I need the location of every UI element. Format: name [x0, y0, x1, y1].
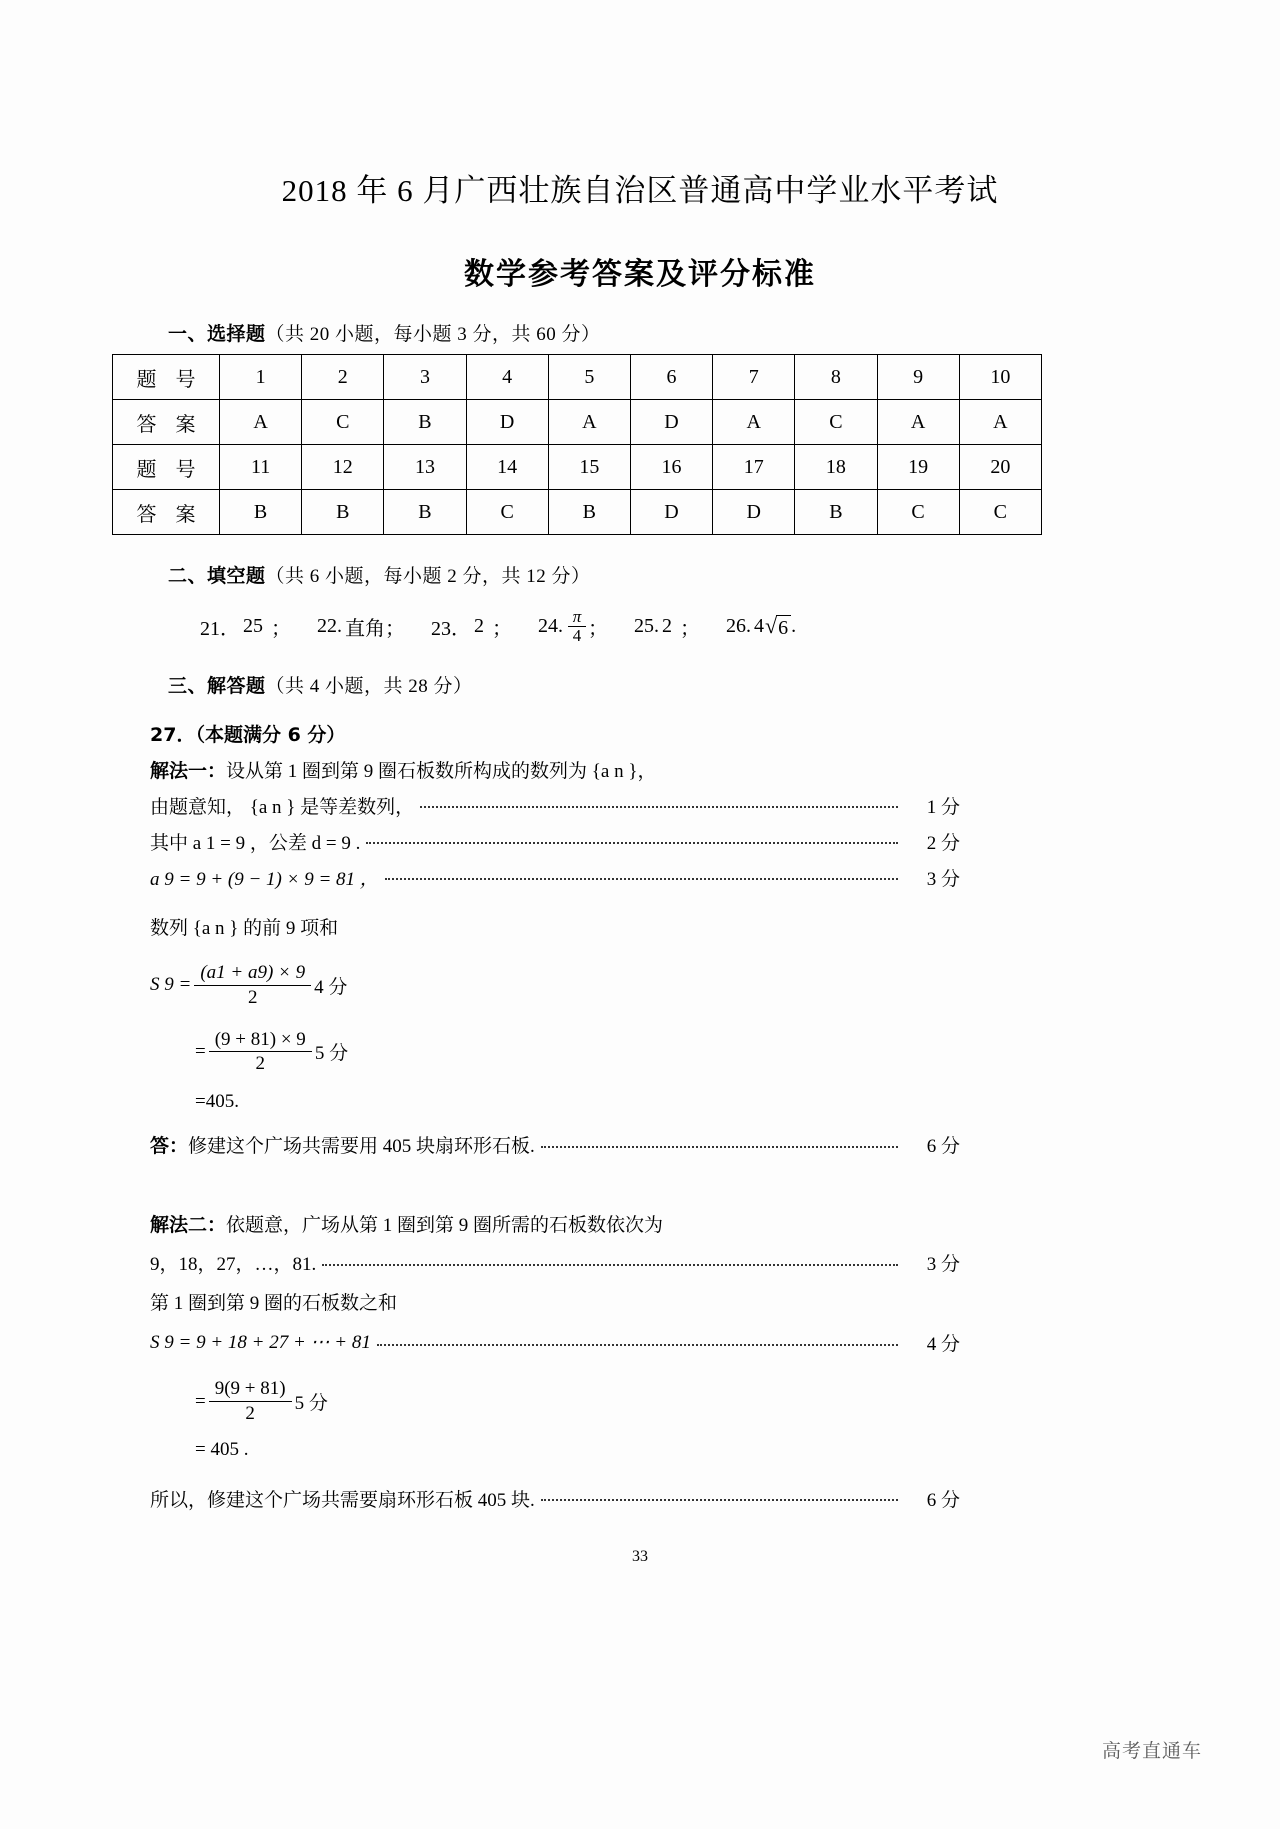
table-cell: 5 [548, 355, 630, 400]
method1-line-1-text: 由题意知， {a n } 是等差数列， [150, 796, 415, 818]
question-number: 27． [150, 723, 196, 746]
method1-formula-2 [150, 1029, 960, 1076]
table-cell: D [630, 490, 712, 535]
score-mark: 6 分 [926, 1136, 960, 1158]
fraction-numerator: (9 + 81) × 9 [214, 1028, 306, 1050]
blank-answer-24 [538, 608, 608, 645]
table-cell: D [630, 400, 712, 445]
table-cell: 9 [877, 355, 959, 400]
method2-formula-3: = 405 . [195, 1438, 249, 1460]
conclusion-text: 所以，修建这个广场共需要扇环形石板 405 块. [150, 1489, 535, 1511]
section-3-detail: （共 4 小题，共 28 分） [265, 675, 473, 697]
method1-formula-3: =405. [195, 1091, 239, 1113]
table-cell: B [795, 490, 877, 535]
multiple-choice-answer-table [112, 354, 1042, 535]
method1-formula-1 [150, 962, 960, 1009]
method2-line-1-text: 9，18，27，…，81. [150, 1254, 317, 1276]
method1-line-1 [150, 792, 960, 819]
section-2-heading [168, 561, 1280, 588]
score-mark: 5 分 [294, 1393, 328, 1415]
table-cell: 13 [384, 445, 466, 490]
fill-blank-answers [200, 608, 1280, 645]
fraction [194, 962, 311, 1009]
score-mark: 3 分 [926, 868, 960, 890]
score-mark: 4 分 [926, 1334, 960, 1356]
fraction-pi-over-4 [568, 608, 586, 645]
method2-line-2 [150, 1288, 960, 1315]
table-cell: A [959, 400, 1041, 445]
method1-answer-line [150, 1131, 960, 1158]
score-mark: 4 分 [314, 976, 348, 998]
section-1-label: 一、选择题 [168, 323, 266, 346]
table-cell: A [713, 400, 795, 445]
dot-leader [541, 1489, 898, 1501]
method2-line-2-text: 第 1 圈到第 9 圈的石板数之和 [150, 1293, 398, 1315]
exam-title: 2018 年 6 月广西壮族自治区普通高中学业水平考试 [281, 173, 999, 208]
watermark: 高考直通车 [1101, 1740, 1202, 1762]
table-cell: 2 [302, 355, 384, 400]
table-cell: 10 [959, 355, 1041, 400]
blank-answer-26 [726, 612, 797, 639]
blank-separator: ； [492, 618, 512, 641]
formula-lhs: = [195, 1040, 206, 1062]
fraction-numerator: π [572, 607, 582, 627]
table-cell: C [466, 490, 548, 535]
table-cell: 16 [630, 445, 712, 490]
table-cell: A [877, 400, 959, 445]
fraction-denominator: 2 [247, 986, 258, 1008]
blank-number: 25. [634, 615, 659, 638]
blank-number: 22. [317, 615, 342, 638]
table-cell: C [877, 490, 959, 535]
method1-line-4 [150, 913, 960, 940]
section-2-detail: （共 6 小题，每小题 2 分，共 12 分） [265, 566, 591, 588]
section-1-detail: （共 20 小题，每小题 3 分，共 60 分） [265, 324, 601, 346]
fraction-numerator: (a1 + a9) × 9 [200, 961, 306, 983]
table-cell: 7 [713, 355, 795, 400]
method2-intro-text: 依题意，广场从第 1 圈到第 9 圈所需的石板数依次为 [226, 1215, 664, 1237]
dot-leader [420, 796, 898, 808]
method2-intro-line [150, 1210, 960, 1237]
table-cell: B [220, 490, 302, 535]
formula-lhs: = [195, 1390, 206, 1412]
blank-separator: ； [680, 618, 700, 641]
table-cell: 8 [795, 355, 877, 400]
table-cell: 1 [220, 355, 302, 400]
table-cell: D [466, 400, 548, 445]
blank-separator: ； [271, 618, 291, 641]
formula-lhs: S 9 = [150, 974, 192, 996]
table-cell: C [795, 400, 877, 445]
table-cell: 20 [959, 445, 1041, 490]
table-cell: 14 [466, 445, 548, 490]
table-cell: B [302, 490, 384, 535]
row-header-answer: 答 案 [113, 490, 220, 535]
dot-leader [366, 832, 898, 844]
table-cell: 15 [548, 445, 630, 490]
method1-line-0-text: 设从第 1 圈到第 9 圈石板数所构成的数列为 {a n }， [226, 760, 657, 782]
table-row [113, 400, 1042, 445]
table-row [113, 490, 1042, 535]
blank-value: 2 [662, 615, 672, 638]
table-cell: B [548, 490, 630, 535]
method1-line-2 [150, 828, 960, 855]
section-3-label: 三、解答题 [168, 674, 266, 697]
score-mark: 6 分 [926, 1489, 960, 1511]
blank-number: 24. [538, 615, 563, 638]
question-27-solution [0, 720, 1280, 1512]
row-header-answer: 答 案 [113, 400, 220, 445]
row-header-number: 题 号 [113, 445, 220, 490]
blank-value: 25 [243, 615, 263, 638]
fraction [209, 1378, 292, 1425]
row-header-number: 题 号 [113, 355, 220, 400]
blank-answer-22 [317, 612, 405, 641]
score-mark: 2 分 [926, 832, 960, 854]
fraction-denominator: 2 [255, 1053, 266, 1075]
blank-number: 23． [431, 618, 471, 641]
dot-leader [377, 1334, 898, 1346]
score-mark: 3 分 [926, 1254, 960, 1276]
table-cell: 17 [713, 445, 795, 490]
fraction-denominator: 4 [572, 626, 582, 646]
answer-table-wrapper [112, 354, 1280, 535]
method1-line-3-text: a 9 = 9 + (9 − 1) × 9 = 81 ， [150, 868, 379, 890]
method1-line-2-text: 其中 a 1 = 9 ，公差 d = 9 . [150, 832, 361, 854]
method1-line-3 [150, 864, 960, 891]
table-cell: A [220, 400, 302, 445]
answer-label: 答： [150, 1135, 189, 1158]
blank-answer-23 [431, 612, 512, 641]
table-cell: 11 [220, 445, 302, 490]
table-cell: 19 [877, 445, 959, 490]
blank-number: 26. [726, 615, 751, 638]
section-2-label: 二、填空题 [168, 565, 266, 588]
radical-coefficient: 4 [754, 615, 764, 638]
method2-formula-1 [150, 1329, 960, 1356]
score-mark: 5 分 [314, 1043, 349, 1065]
blank-number: 21． [200, 618, 240, 641]
table-cell: D [713, 490, 795, 535]
method2-formula-2 [150, 1378, 960, 1425]
question-27-heading [150, 720, 1280, 747]
table-row [113, 355, 1042, 400]
method1-label: 解法一： [150, 759, 227, 782]
section-3-heading [168, 671, 1280, 698]
section-1-heading [168, 319, 1280, 346]
fraction [209, 1029, 312, 1076]
table-cell: B [384, 490, 466, 535]
fraction-denominator: 2 [245, 1403, 255, 1425]
table-cell: C [959, 490, 1041, 535]
page-title: 数学参考答案及评分标准 [464, 257, 816, 293]
blank-separator: ； [588, 618, 608, 641]
dot-leader [322, 1254, 898, 1266]
formula-lhs: S 9 = 9 + 18 + 27 + ⋯ + 81 [150, 1332, 371, 1354]
page-number: 33 [632, 1548, 648, 1565]
answer-text: 修建这个广场共需要用 405 块扇环形石板. [188, 1136, 535, 1158]
fraction-numerator: 9(9 + 81) [214, 1378, 286, 1400]
table-cell: 3 [384, 355, 466, 400]
blank-separator: ； [385, 618, 405, 641]
question-full-marks: （本题满分 6 分） [195, 723, 346, 746]
method1-line-4-text: 数列 {a n } 的前 9 项和 [150, 917, 339, 939]
blank-answer-21 [200, 612, 291, 641]
blank-answer-25 [634, 612, 700, 641]
table-cell: 4 [466, 355, 548, 400]
radicand: 6 [776, 615, 791, 639]
method2-conclusion-line [150, 1485, 960, 1512]
table-cell: 12 [302, 445, 384, 490]
dot-leader [541, 1136, 898, 1148]
dot-leader [385, 868, 898, 880]
table-cell: C [302, 400, 384, 445]
table-cell: 18 [795, 445, 877, 490]
method1-line-0 [150, 756, 960, 783]
table-cell: 6 [630, 355, 712, 400]
square-root-icon [765, 612, 791, 639]
radical-sign: √ [765, 612, 778, 638]
method2-line-1 [150, 1249, 960, 1276]
table-cell: B [384, 400, 466, 445]
score-mark: 1 分 [926, 796, 960, 818]
blank-value: 直角 [345, 618, 385, 641]
method2-label: 解法二： [150, 1214, 227, 1237]
table-row [113, 445, 1042, 490]
blank-separator: . [791, 615, 797, 638]
table-cell: A [548, 400, 630, 445]
blank-value: 2 [474, 615, 484, 638]
